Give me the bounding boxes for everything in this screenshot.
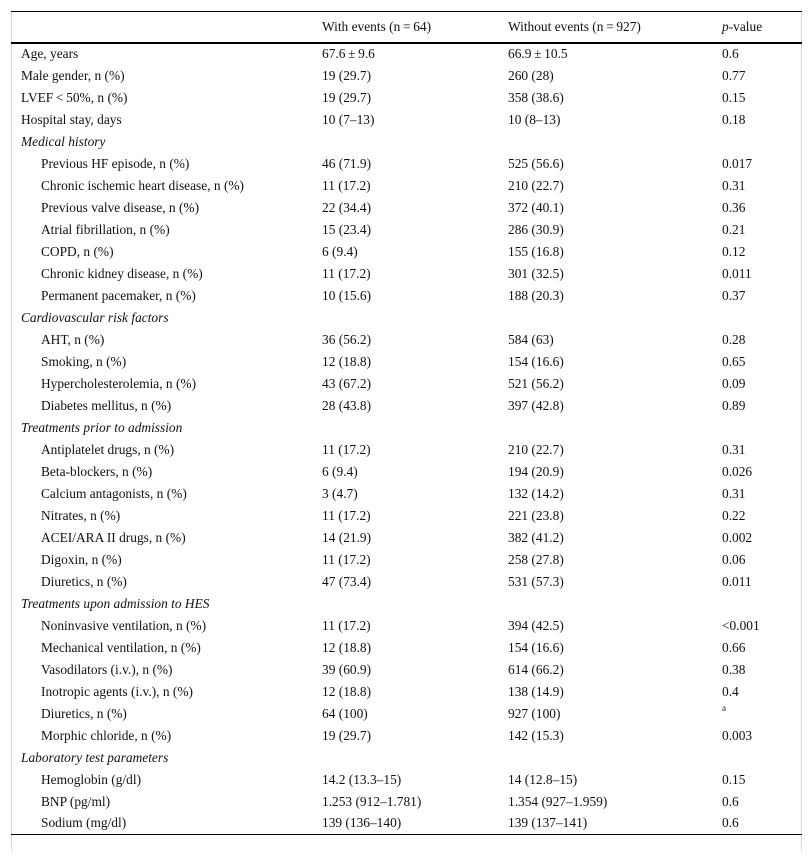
table-row [11,549,802,571]
p-value: 0.65 [722,353,746,369]
with-events-value: 11 (17.2) [322,507,371,523]
table-row [11,175,802,197]
row-label: Permanent pacemaker, n (%) [41,287,196,303]
table-row [11,659,802,681]
with-events-value: 14 (21.9) [322,529,372,545]
p-value: 0.011 [722,265,752,281]
p-value: 0.09 [722,375,746,391]
row-label: Mechanical ventilation, n (%) [41,639,201,655]
section-title: Cardiovascular risk factors [21,309,169,325]
without-events-value: 358 (38.6) [508,89,564,105]
row-label: Male gender, n (%) [21,67,125,83]
with-events-value: 12 (18.8) [322,639,372,655]
row-label: Chronic kidney disease, n (%) [41,265,203,281]
p-value: 0.38 [722,661,746,677]
row-label: Hemoglobin (g/dl) [41,771,142,787]
with-events-value: 47 (73.4) [322,573,372,589]
table-row [11,263,802,285]
with-events-value: 39 (60.9) [322,661,372,677]
without-events-value: 258 (27.8) [508,551,564,567]
section-title: Treatments prior to admission [21,419,183,435]
with-events-value: 19 (29.7) [322,727,372,743]
with-events-value: 6 (9.4) [322,463,358,479]
without-events-value: 525 (56.6) [508,155,564,171]
table-row [11,65,802,87]
row-label: Noninvasive ventilation, n (%) [41,617,207,633]
without-events-value: 154 (16.6) [508,639,564,655]
p-value: 0.36 [722,199,746,215]
section-header-row [11,131,802,153]
without-events-value: 132 (14.2) [508,485,564,501]
p-value: <0.001 [722,617,760,633]
section-header-row [11,747,802,769]
p-value: 0.21 [722,221,746,237]
with-events-value: 10 (15.6) [322,287,372,303]
without-events-value: 614 (66.2) [508,661,564,677]
table-row [11,109,802,131]
p-value: 0.002 [722,529,753,545]
p-value: 0.003 [722,727,753,743]
table-row [11,505,802,527]
p-value: 0.12 [722,243,746,259]
with-events-value: 6 (9.4) [322,243,358,259]
without-events-value: 210 (22.7) [508,177,564,193]
row-label: Previous valve disease, n (%) [41,199,200,215]
p-value: 0.06 [722,551,746,567]
without-events-value: 210 (22.7) [508,441,564,457]
row-label: Hypercholesterolemia, n (%) [41,375,197,391]
table-row [11,43,802,65]
p-value: 0.89 [722,397,746,413]
p-value: 0.31 [722,177,746,193]
p-value: 0.15 [722,771,746,787]
p-value: 0.37 [722,287,746,303]
without-events-value: 531 (57.3) [508,573,564,589]
row-label: AHT, n (%) [41,331,105,347]
row-label: Diabetes mellitus, n (%) [41,397,172,413]
p-value: 0.28 [722,331,746,347]
without-events-value: 260 (28) [508,67,554,83]
without-events-value: 154 (16.6) [508,353,564,369]
with-events-value: 11 (17.2) [322,177,371,193]
table-row [11,153,802,175]
table-row [11,527,802,549]
without-events-value: 521 (56.2) [508,375,564,391]
without-events-value: 372 (40.1) [508,199,564,215]
row-label: Inotropic agents (i.v.), n (%) [41,683,193,699]
without-events-value: 188 (20.3) [508,287,564,303]
p-value: 0.31 [722,485,746,501]
without-events-value: 66.9 ± 10.5 [508,46,568,61]
p-value: 0.6 [711,813,802,835]
with-events-value: 64 (100) [322,705,368,721]
header-with-events: With events (n = 64) [311,12,497,43]
table-row [11,571,802,593]
section-header-row [11,593,802,615]
row-label: Digoxin, n (%) [41,551,122,567]
row-label: Vasodilators (i.v.), n (%) [41,661,173,677]
with-events-value: 10 (7–13) [322,111,375,127]
row-label: COPD, n (%) [41,243,114,259]
header-p-value [711,12,802,43]
p-value: 0.77 [722,67,746,83]
p-value: 0.22 [722,507,746,523]
section-title: Treatments upon admission to HES [21,595,210,611]
without-events-value: 301 (32.5) [508,265,564,281]
without-events-value: 382 (41.2) [508,529,564,545]
with-events-value: 43 (67.2) [322,375,372,391]
table-row [11,615,802,637]
with-events-value: 14.2 (13.3–15) [322,771,402,787]
p-value: 0.4 [722,683,739,699]
p-value: 0.011 [722,573,752,589]
table-row [11,219,802,241]
p-value: 0.18 [722,111,746,127]
header-label-column [11,12,311,43]
table-row [11,285,802,307]
table-row [11,395,802,417]
with-events-value: 28 (43.8) [322,397,372,413]
table-row [11,241,802,263]
row-label: Hospital stay, days [21,111,122,127]
section-title: Laboratory test parameters [21,749,169,765]
p-value: 0.31 [722,441,746,457]
row-label: Atrial fibrillation, n (%) [41,221,170,237]
table-row [11,87,802,109]
table-row [11,351,802,373]
row-label: LVEF < 50%, n (%) [21,89,128,105]
without-events-value: 584 (63) [508,331,554,347]
row-label: Diuretics, n (%) [41,573,127,589]
without-events-value: 194 (20.9) [508,463,564,479]
without-events-value: 10 (8–13) [508,111,561,127]
without-events-value: 397 (42.8) [508,397,564,413]
header-p-rest: -value [728,18,763,34]
row-label: Beta-blockers, n (%) [41,463,153,479]
without-events-value: 927 (100) [508,705,561,721]
p-value: 0.6 [722,793,739,809]
p-value: 0.026 [722,463,753,479]
with-events-value: 12 (18.8) [322,353,372,369]
table-row [11,703,802,725]
footnote-marker: a [722,702,726,713]
header-without-events: Without events (n = 927) [497,12,711,43]
row-label: Age, years [21,46,79,61]
p-value: 0.017 [722,155,753,171]
with-events-value: 36 (56.2) [322,331,372,347]
p-value: 0.6 [722,46,739,61]
with-events-value: 19 (29.7) [322,89,372,105]
row-label: Morphic chloride, n (%) [41,727,172,743]
header-row [11,12,802,43]
table-row [11,439,802,461]
with-events-value: 15 (23.4) [322,221,372,237]
section-header-row [11,307,802,329]
table-row [11,681,802,703]
without-events-value: 14 (12.8–15) [508,771,578,787]
with-events-value: 46 (71.9) [322,155,372,171]
row-label: ACEI/ARA II drugs, n (%) [41,529,186,545]
row-label: Smoking, n (%) [41,353,127,369]
without-events-value: 221 (23.8) [508,507,564,523]
without-events-value: 394 (42.5) [508,617,564,633]
table-row [11,791,802,813]
table-header [11,12,802,43]
table-body [11,43,802,835]
without-events-value: 138 (14.9) [508,683,564,699]
with-events-value: 11 (17.2) [322,617,371,633]
row-label: Diuretics, n (%) [41,705,127,721]
p-value: 0.66 [722,639,746,655]
with-events-value: 11 (17.2) [322,265,371,281]
row-label: Calcium antagonists, n (%) [41,485,187,501]
table-row [11,329,802,351]
with-events-value: 67.6 ± 9.6 [322,46,375,61]
table-row [11,813,802,835]
row-label: Previous HF episode, n (%) [41,155,190,171]
table-row [11,637,802,659]
with-events-value: 1.253 (912–1.781) [322,793,422,809]
without-events-value: 142 (15.3) [508,727,564,743]
section-title: Medical history [21,133,106,149]
row-label: Antiplatelet drugs, n (%) [41,441,175,457]
row-label: Chronic ischemic heart disease, n (%) [41,177,245,193]
with-events-value: 139 (136–140) [311,813,497,835]
table-row [11,197,802,219]
table-row [11,461,802,483]
without-events-value: 286 (30.9) [508,221,564,237]
row-label: Sodium (mg/dl) [11,813,311,835]
header-p-italic: p [722,18,729,34]
without-events-value: 139 (137–141) [497,813,711,835]
with-events-value: 11 (17.2) [322,441,371,457]
without-events-value: 1.354 (927–1.959) [508,793,608,809]
table-row [11,483,802,505]
with-events-value: 12 (18.8) [322,683,372,699]
with-events-value: 19 (29.7) [322,67,372,83]
comparison-table [11,11,802,835]
with-events-value: 11 (17.2) [322,551,371,567]
without-events-value: 155 (16.8) [508,243,564,259]
with-events-value: 3 (4.7) [322,485,358,501]
p-value [711,703,802,725]
row-label: Nitrates, n (%) [41,507,121,523]
row-label: BNP (pg/ml) [41,793,111,809]
table-row [11,373,802,395]
table-row [11,725,802,747]
p-value: 0.15 [722,89,746,105]
section-header-row [11,417,802,439]
table-row [11,769,802,791]
with-events-value: 22 (34.4) [322,199,372,215]
